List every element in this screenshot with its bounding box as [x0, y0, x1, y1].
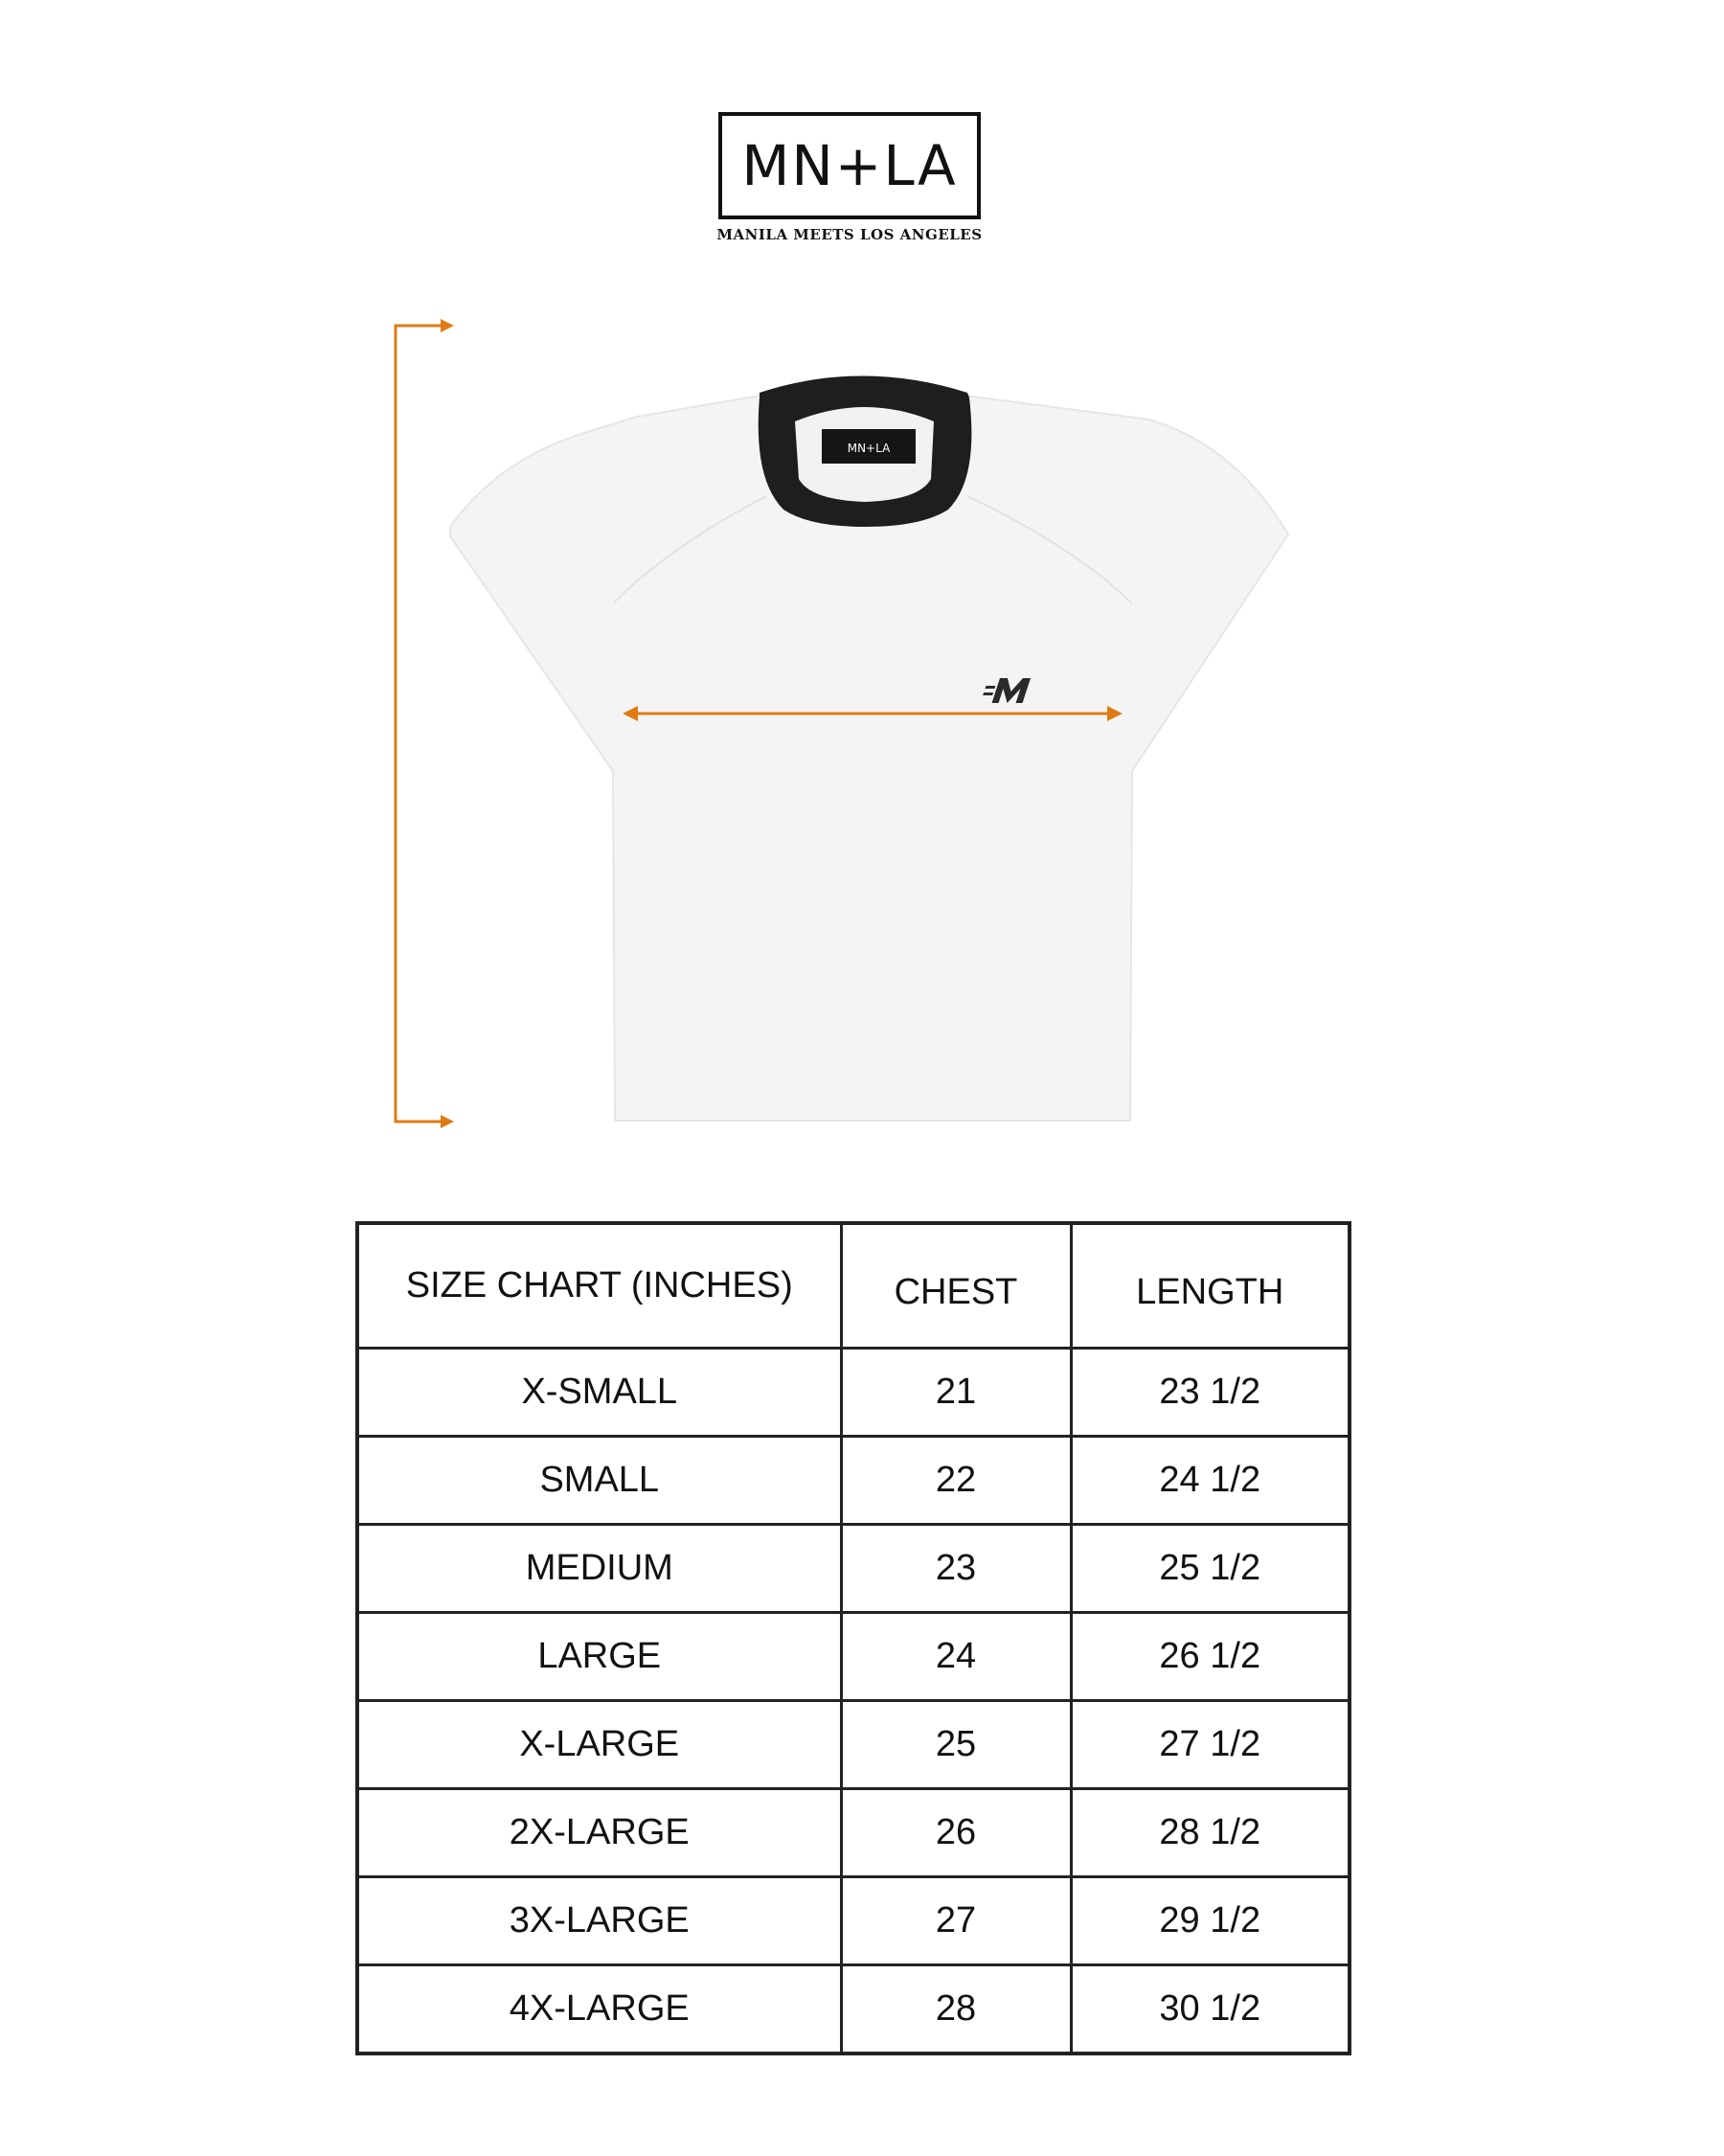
- neck-tag-label: MN+LA: [847, 442, 891, 455]
- table-row: [357, 1701, 1350, 1789]
- length-cell: 29 1/2: [1071, 1877, 1350, 1965]
- length-cell: 25 1/2: [1071, 1525, 1350, 1613]
- table-row: [357, 1613, 1350, 1701]
- length-cell: 28 1/2: [1071, 1789, 1350, 1877]
- length-cell: 24 1/2: [1071, 1437, 1350, 1525]
- chest-cell: 24: [841, 1613, 1071, 1701]
- size-cell: 2X-LARGE: [357, 1789, 841, 1877]
- header-chest: CHEST: [841, 1223, 1071, 1349]
- length-measurement-arrow: [396, 319, 454, 1128]
- chest-cell: 27: [841, 1877, 1071, 1965]
- length-cell: 26 1/2: [1071, 1613, 1350, 1701]
- logo-text: MN+LA: [741, 133, 958, 198]
- table-row: [357, 1349, 1350, 1437]
- chest-cell: 25: [841, 1701, 1071, 1789]
- brand-logo: [718, 112, 981, 219]
- header-length: LENGTH: [1071, 1223, 1350, 1349]
- tshirt-measurement-diagram: [0, 287, 1724, 1149]
- table-row: [357, 1437, 1350, 1525]
- table-header-row: [357, 1223, 1350, 1349]
- size-cell: MEDIUM: [357, 1525, 841, 1613]
- table-row: [357, 1877, 1350, 1965]
- chest-cell: 21: [841, 1349, 1071, 1437]
- length-cell: 23 1/2: [1071, 1349, 1350, 1437]
- size-cell: LARGE: [357, 1613, 841, 1701]
- size-chart-table: [355, 1221, 1351, 2055]
- size-cell: X-LARGE: [357, 1701, 841, 1789]
- table-row: [357, 1965, 1350, 2054]
- size-cell: 3X-LARGE: [357, 1877, 841, 1965]
- size-cell: SMALL: [357, 1437, 841, 1525]
- chest-cell: 26: [841, 1789, 1071, 1877]
- size-cell: X-SMALL: [357, 1349, 841, 1437]
- chest-cell: 23: [841, 1525, 1071, 1613]
- table-row: [357, 1525, 1350, 1613]
- chest-cell: 22: [841, 1437, 1071, 1525]
- size-cell: 4X-LARGE: [357, 1965, 841, 2054]
- header-size: SIZE CHART (INCHES): [357, 1223, 841, 1349]
- chest-cell: 28: [841, 1965, 1071, 2054]
- brand-tagline: MANILA MEETS LOS ANGELES: [716, 226, 983, 243]
- length-cell: 30 1/2: [1071, 1965, 1350, 2054]
- length-cell: 27 1/2: [1071, 1701, 1350, 1789]
- table-row: [357, 1789, 1350, 1877]
